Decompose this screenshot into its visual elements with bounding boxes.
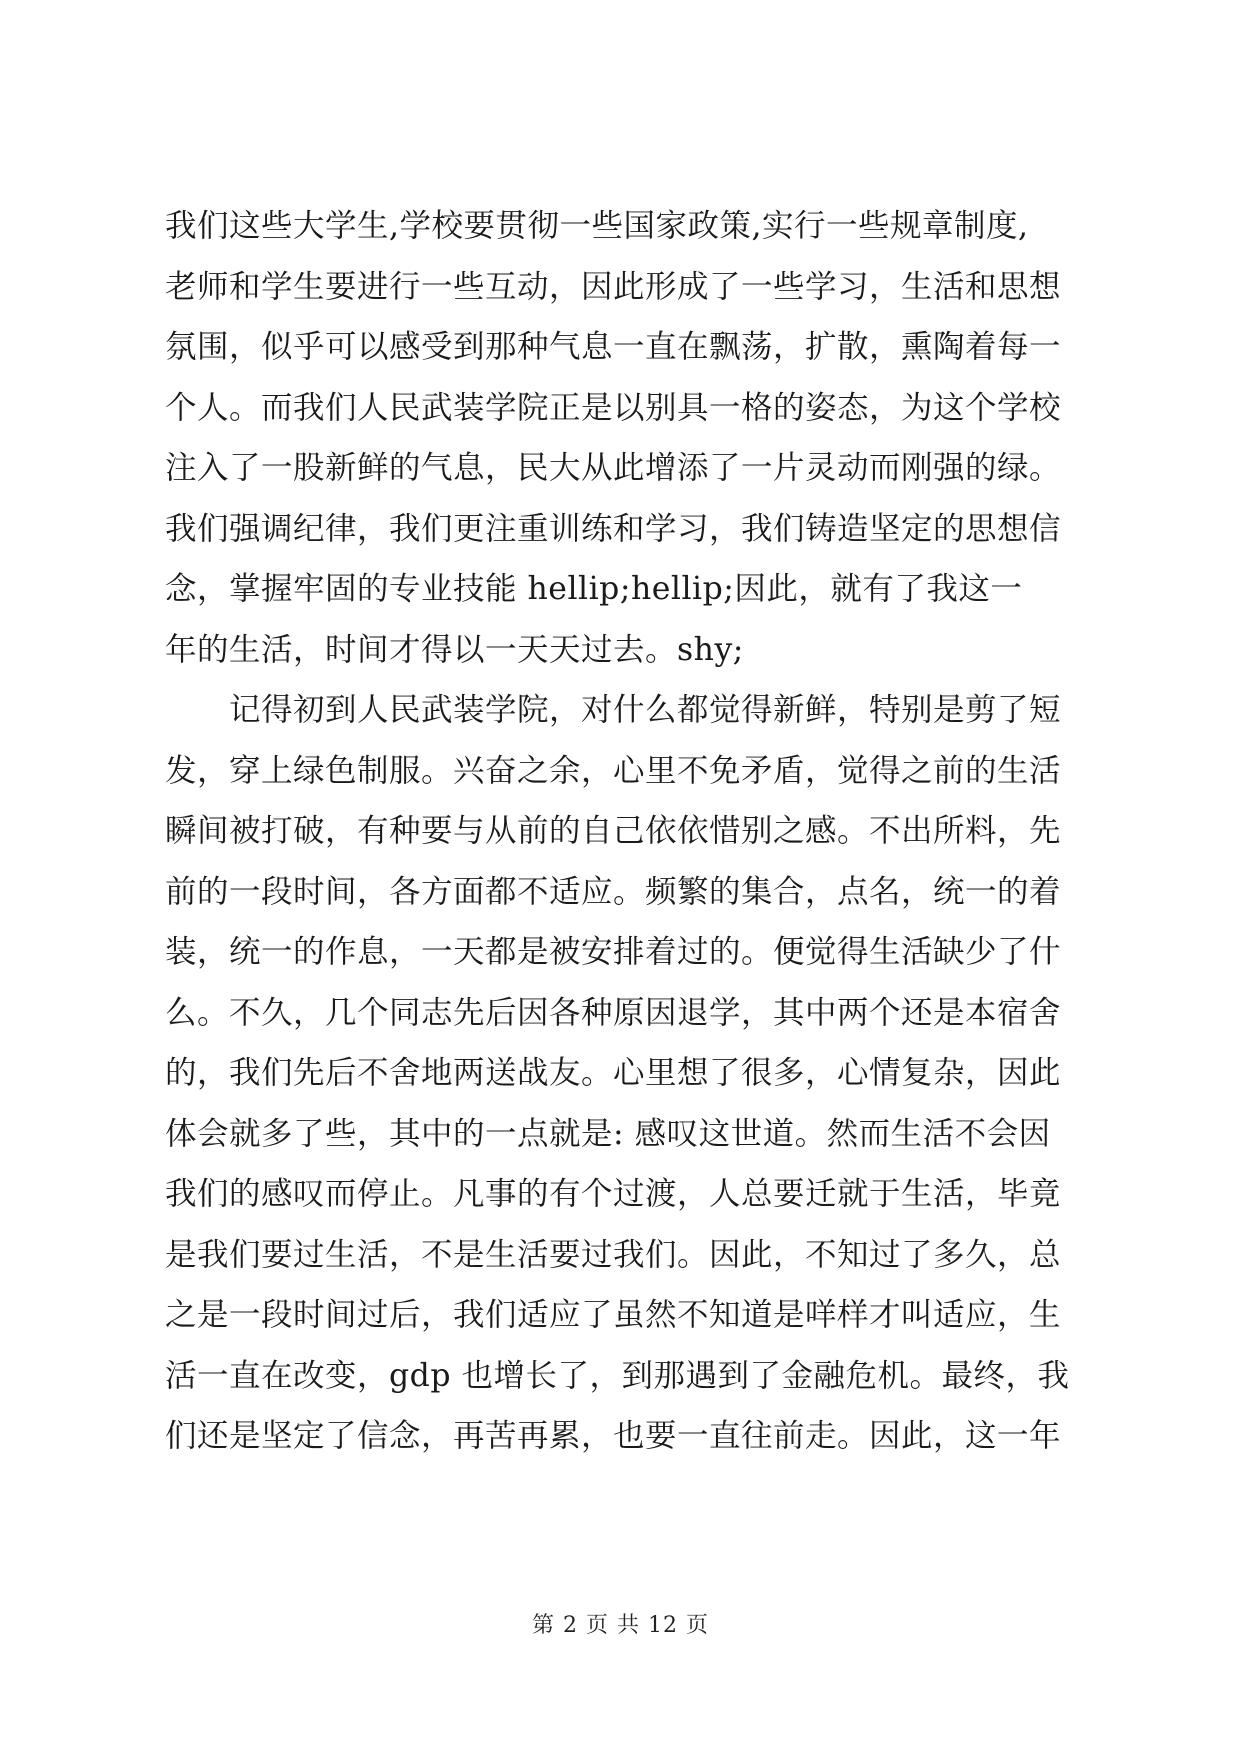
- text-line: 们还是坚定了信念，再苦再累，也要一直往前走。因此，这一年: [165, 1418, 1062, 1454]
- text-line: 活一直在改变，gdp 也增长了，到那遇到了金融危机。最终，我: [165, 1357, 1070, 1394]
- text-line: 个人。而我们人民武装学院正是以别具一格的姿态，为这个学校: [165, 389, 1062, 426]
- text-line: 我们的感叹而停止。凡事的有个过渡，人总要迁就于生活，毕竟: [165, 1176, 1062, 1212]
- text-line: 体会就多了些，其中的一点就是: 感叹这世道。然而生活不会因: [165, 1115, 1051, 1152]
- page-number-footer: 第 2 页 共 12 页: [532, 1613, 709, 1638]
- text-line: 的，我们先后不舍地两送战友。心里想了很多，心情复杂，因此: [165, 1055, 1062, 1091]
- text-line: 我们这些大学生,学校要贯彻一些国家政策,实行一些规章制度,: [165, 208, 1029, 244]
- text-line: 氛围，似乎可以感受到那种气息一直在飘荡，扩散，熏陶着每一: [165, 329, 1062, 365]
- text-line: 么。不久，几个同志先后因各种原因退学，其中两个还是本宿舍: [165, 994, 1062, 1031]
- body-text: [165, 196, 1085, 1467]
- text-line: 瞬间被打破，有种要与从前的自己依依惜别之感。不出所料，先: [165, 813, 1062, 849]
- text-line: 是我们要过生活，不是生活要过我们。因此，不知过了多久，总: [165, 1236, 1062, 1273]
- text-line: 注入了一股新鲜的气息，民大从此增添了一片灵动而刚强的绿。: [165, 450, 1062, 486]
- text-line: 记得初到人民武装学院，对什么都觉得新鲜，特别是剪了短: [165, 692, 1062, 728]
- text-line: 年的生活，时间才得以一天天过去。shy;: [165, 631, 744, 668]
- text-line: 我们强调纪律，我们更注重训练和学习，我们铸造坚定的思想信: [165, 510, 1062, 547]
- text-line: 念，掌握牢固的专业技能 hellip;hellip;因此，就有了我这一: [165, 571, 1023, 607]
- text-line: 之是一段时间过后，我们适应了虽然不知道是咩样才叫适应，生: [165, 1297, 1062, 1333]
- text-line: 老师和学生要进行一些互动，因此形成了一些学习，生活和思想: [165, 268, 1062, 305]
- text-line: 前的一段时间，各方面都不适应。频繁的集合，点名，统一的着: [165, 873, 1062, 910]
- text-line: 发，穿上绿色制服。兴奋之余，心里不免矛盾，觉得之前的生活: [165, 752, 1062, 789]
- text-line: 装，统一的作息，一天都是被安排着过的。便觉得生活缺少了什: [165, 934, 1062, 970]
